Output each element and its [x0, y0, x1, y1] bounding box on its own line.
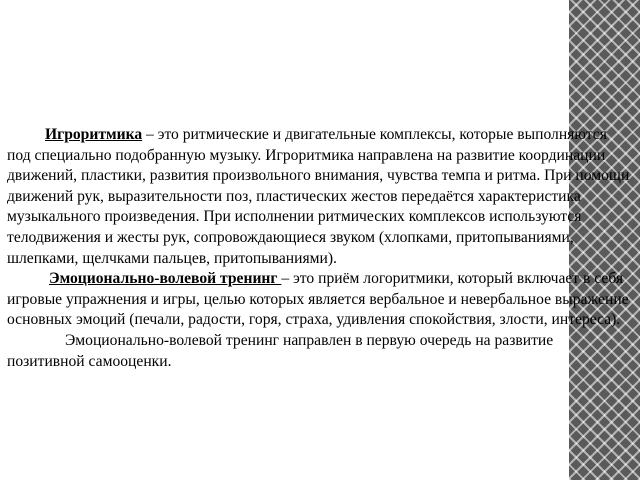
term-dash: – [142, 126, 158, 143]
term-emotional-training: Эмоционально-волевой тренинг [49, 270, 282, 288]
definition-rhythmics: это ритмические и двигательные комплексы, которые выполняются под специально подобранную музыку. Игроритмика направлена на развитие координации движений, пластики, развития произвольного внимания, чувства темпа и ритма. При помощи движений рук, выразительности поз, пластических жестов передаётся характеристика музыкального произведения. При исполнении ритмических комплексов используются телодвижения и жесты рук, сопровождающиеся звуком (хлопками, притопываниями, шлепками, щелчками пальцев, притопываниями). [7, 126, 630, 267]
slide-text-body [7, 125, 632, 372]
paragraph-emotional-training [7, 269, 632, 331]
paragraph-rhythmics [7, 125, 632, 269]
term-dash: – [281, 270, 294, 288]
definition-emotional-training: это приём логоритмики, который включает в себя игровые упражнения и игры, целью которых является вербальное и невербальное выражение основных эмоций (печали, радости, горя, страха, удивления спокойствия, злости, интереса). [7, 270, 629, 329]
paragraph-training-purpose [7, 331, 632, 372]
training-purpose-text: Эмоционально-волевой тренинг направлен в первую очередь на развитие позитивной самооценки. [7, 331, 554, 370]
term-rhythmics: Игроритмика [45, 126, 143, 143]
